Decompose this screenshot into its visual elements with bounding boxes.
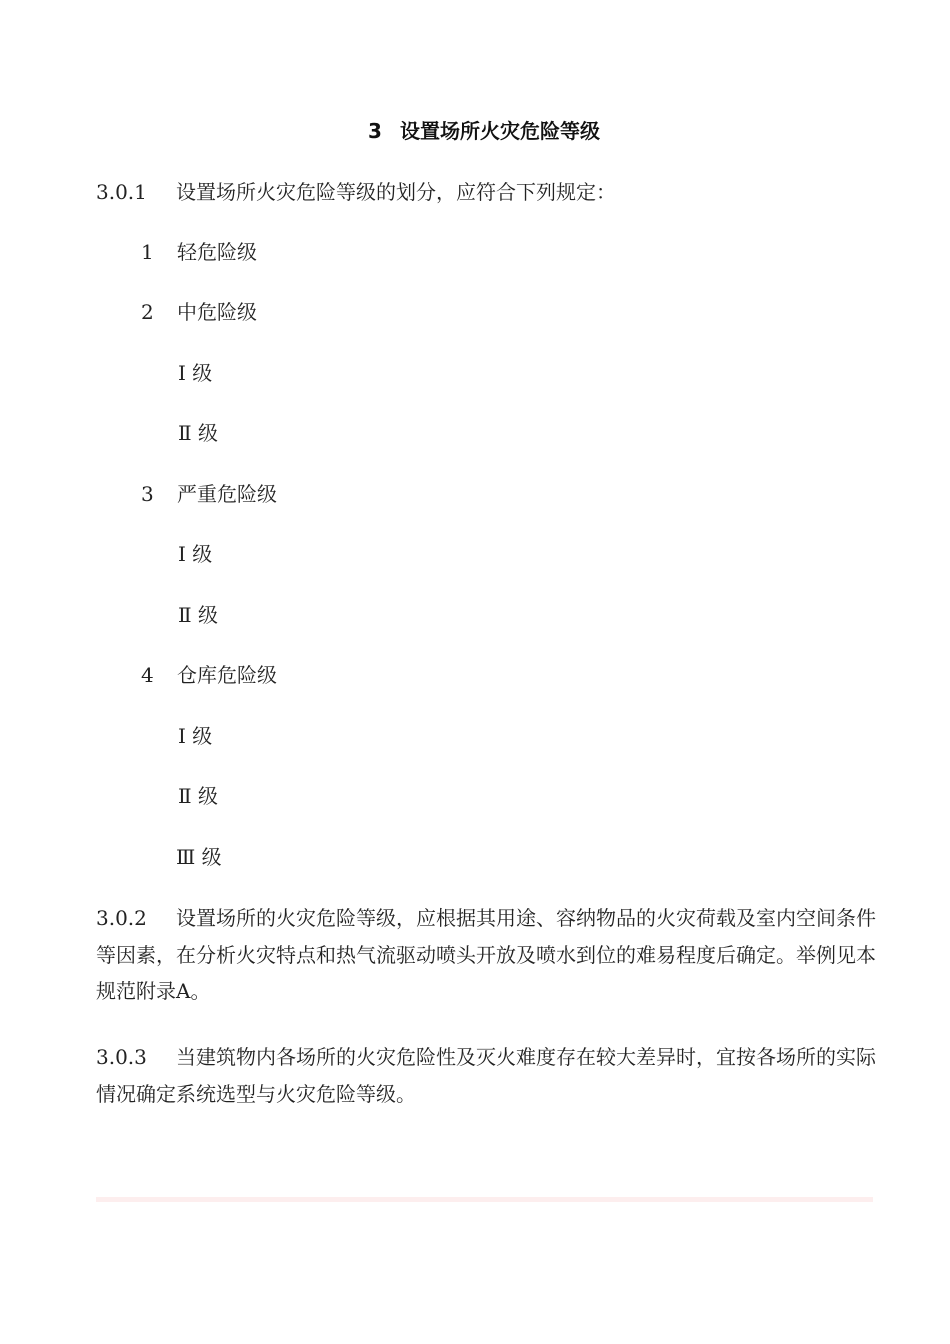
- item-number: 1: [141, 240, 154, 264]
- list-sub-item: Ⅲ 级: [176, 845, 222, 869]
- list-sub-item: Ⅰ 级: [178, 542, 213, 566]
- clause-number: 3.0.3: [96, 1045, 147, 1069]
- clause-number: 3.0.1: [96, 180, 147, 204]
- list-item-3: [141, 479, 277, 509]
- list-sub-item: Ⅱ 级: [178, 421, 218, 445]
- list-item-1: [141, 237, 257, 267]
- section-title: [0, 116, 950, 146]
- list-sub-item: Ⅰ 级: [178, 724, 213, 748]
- item-label: 中危险级: [177, 300, 257, 324]
- clause-text: 当建筑物内各场所的火灾危险性及灭火难度存在较大差异时，宜按各场所的实际情况确定系统选型与火灾危险等级。: [96, 1045, 876, 1106]
- item-label: 严重危险级: [177, 482, 277, 506]
- section-title-text: 设置场所火灾危险等级: [399, 119, 600, 143]
- clause-text: 设置场所的火灾危险等级，应根据其用途、容纳物品的火灾荷载及室内空间条件等因素，在分析火灾特点和热气流驱动喷头开放及喷水到位的难易程度后确定。举例见本规范附录A。: [96, 906, 876, 1003]
- list-sub-item: Ⅰ 级: [178, 361, 213, 385]
- clause-3-0-2: [96, 900, 876, 1010]
- list-sub-item: Ⅱ 级: [178, 784, 218, 808]
- item-number: 3: [141, 482, 154, 506]
- list-item-2: [141, 297, 257, 327]
- clause-3-0-3: [96, 1039, 876, 1112]
- item-number: 2: [141, 300, 154, 324]
- list-item-4: [141, 660, 277, 690]
- section-number: 3: [368, 119, 382, 143]
- footer-divider: [96, 1197, 873, 1202]
- item-label: 轻危险级: [177, 240, 257, 264]
- clause-number: 3.0.2: [96, 906, 147, 930]
- list-sub-item: Ⅱ 级: [178, 603, 218, 627]
- item-label: 仓库危险级: [177, 663, 277, 687]
- clause-text: 设置场所火灾危险等级的划分，应符合下列规定：: [176, 180, 616, 204]
- clause-3-0-1: [96, 177, 616, 207]
- item-number: 4: [141, 663, 154, 687]
